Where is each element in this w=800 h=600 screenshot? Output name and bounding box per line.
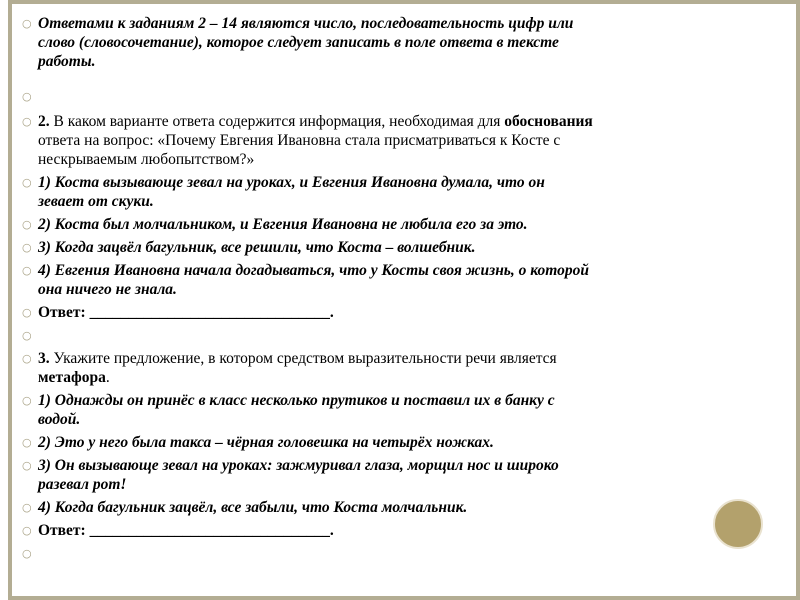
q2-option-4: ○ 4) Евгения Ивановна начала догадываться, что у Косты своя жизнь, о которой она ничего не знала. (22, 261, 780, 299)
right-border (796, 0, 800, 600)
left-border (8, 0, 12, 600)
q2-option-2: ○ 2) Коста был молчальником, и Евгения Ивановна не любила его за это. (22, 215, 780, 234)
bottom-border (8, 596, 800, 600)
q3-option-3: ○ 3) Он вызывающе зевал на уроках: зажмуривал глаза, морщил нос и широко разевал рот! (22, 456, 780, 494)
q3-option-2: ○ 2) Это у него была такса – чёрная головешка на четырёх ножках. (22, 433, 780, 452)
q3-option-4: ○ 4) Когда багульник зацвёл, все забыли, что Коста молчальник. (22, 498, 780, 517)
question-3-text: ○ 3. Укажите предложение, в котором средством выразительности речи является метафора. (22, 349, 780, 387)
q3-option-1: ○ 1) Однажды он принёс в класс несколько прутиков и поставил их в банку с водой. (22, 391, 780, 429)
empty-bullet (22, 326, 780, 345)
question-number: 2. (38, 113, 50, 130)
empty-bullet (22, 87, 780, 106)
question-2-text: ○ 2. В каком варианте ответа содержится информация, необходимая для обоснования ответа на вопрос: «Почему Евгения Ивановна стала присматриваться к Косте с нескрываемым любопытством?» (22, 112, 780, 169)
question-number: 3. (38, 350, 50, 367)
slide-content (22, 14, 780, 563)
q2-option-3: ○ 3) Когда зацвёл багульник, все решили, что Коста – волшебник. (22, 238, 780, 257)
q2-option-1: ○ 1) Коста вызывающе зевал на уроках, и Евгения Ивановна думала, что он зевает от скуки. (22, 173, 780, 211)
intro-paragraph: ○ Ответами к заданиям 2 – 14 являются число, последовательность цифр или слово (словосочетание), которое следует записать в поле ответа в тексте работы. (22, 14, 780, 71)
q2-answer-line: ○ Ответ: _______________________________. (22, 303, 780, 322)
empty-bullet (22, 544, 780, 563)
top-border (8, 0, 800, 4)
q3-answer-line: ○ Ответ: _______________________________. (22, 521, 780, 540)
